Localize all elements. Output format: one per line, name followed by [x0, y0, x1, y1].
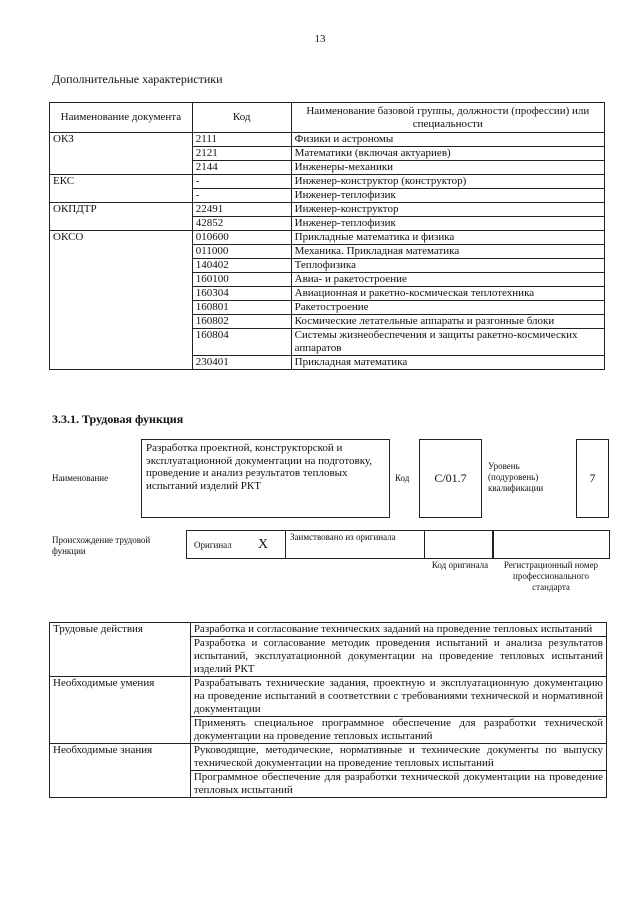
- name-cell: Инженер-конструктор (конструктор): [291, 175, 604, 189]
- code-cell: 011000: [192, 245, 291, 259]
- code-cell: 160304: [192, 287, 291, 301]
- reg-number-label: Регистрационный номер профессионального стандарта: [503, 560, 599, 592]
- table-row: [50, 677, 607, 717]
- code-original-label: Код оригинала: [431, 560, 489, 570]
- name-cell: Инженер-конструктор: [291, 203, 604, 217]
- original-mark: X: [258, 537, 269, 552]
- name-cell: Ракетостроение: [291, 301, 604, 315]
- table-row: [50, 133, 605, 147]
- code-cell: 140402: [192, 259, 291, 273]
- item-cell: Руководящие, методические, нормативные и технические документы по выпуску технической документации на проведение тепловых испытаний: [190, 744, 606, 771]
- item-cell: Разработка и согласование технических заданий на проведение тепловых испытаний: [190, 623, 606, 637]
- origin-label: Происхождение трудовой функции: [52, 535, 151, 556]
- category-cell: Необходимые знания: [50, 744, 191, 798]
- name-cell: Космические летательные аппараты и разгонные блоки: [291, 315, 604, 329]
- code-cell: 160801: [192, 301, 291, 315]
- function-code-label: Код: [395, 473, 410, 483]
- function-name-label: Наименование: [52, 473, 109, 483]
- code-cell: 010600: [192, 231, 291, 245]
- original-label: Оригинал: [194, 540, 232, 550]
- table-row: [50, 203, 605, 217]
- item-cell: Программное обеспечение для разработки технической документации на проведение тепловых испытаний: [190, 771, 606, 798]
- doc-cell: ОКСО: [50, 231, 193, 370]
- function-level-label: Уровень (подуровень) квалификации: [488, 461, 544, 493]
- name-cell: Прикладные математика и физика: [291, 231, 604, 245]
- table-row: [50, 744, 607, 771]
- code-cell: -: [192, 189, 291, 203]
- code-cell: 160804: [192, 329, 291, 356]
- table-row: [50, 231, 605, 245]
- name-cell: Инженер-теплофизик: [291, 189, 604, 203]
- code-cell: 2144: [192, 161, 291, 175]
- table-row: [50, 175, 605, 189]
- table-row: [50, 623, 607, 637]
- doc-cell: ОКПДТР: [50, 203, 193, 231]
- doc-cell: ОКЗ: [50, 133, 193, 175]
- doc-cell: ЕКС: [50, 175, 193, 203]
- name-cell: Математики (включая актуариев): [291, 147, 604, 161]
- category-cell: Необходимые умения: [50, 677, 191, 744]
- name-cell: Теплофизика: [291, 259, 604, 273]
- function-name-box: [141, 439, 390, 518]
- name-cell: Физики и астрономы: [291, 133, 604, 147]
- name-cell: Инженеры-механики: [291, 161, 604, 175]
- name-cell: Авиа- и ракетостроение: [291, 273, 604, 287]
- code-cell: 22491: [192, 203, 291, 217]
- function-heading: 3.3.1. Трудовая функция: [52, 412, 184, 426]
- code-cell: 42852: [192, 217, 291, 231]
- function-code-box: [419, 439, 482, 518]
- origin-divider-2: [492, 530, 494, 559]
- code-cell: 160802: [192, 315, 291, 329]
- code-cell: 2121: [192, 147, 291, 161]
- borrowed-label: Заимствовано из оригинала: [290, 532, 396, 542]
- details-table: [49, 622, 607, 798]
- code-cell: -: [192, 175, 291, 189]
- item-cell: Разрабатывать технические задания, проектную и эксплуатационную документацию на проведение испытаний в соответствии с требованиями технической и нормативной документации: [190, 677, 606, 717]
- header-doc: Наименование документа: [50, 103, 193, 133]
- category-cell: Трудовые действия: [50, 623, 191, 677]
- name-cell: Инженер-теплофизик: [291, 217, 604, 231]
- function-level-box: [576, 439, 609, 518]
- function-name-value: Разработка проектной, конструкторской и эксплуатационной документации на подготовку, проведение и анализ результатов тепловых испытаний изделий РКТ: [146, 442, 373, 492]
- additional-title: Дополнительные характеристики: [52, 72, 223, 86]
- code-cell: 230401: [192, 356, 291, 370]
- code-cell: 2111: [192, 133, 291, 147]
- header-name: Наименование базовой группы, должности (профессии) или специальности: [291, 103, 604, 133]
- function-code-value: С/01.7: [434, 471, 467, 485]
- item-cell: Применять специальное программное обеспечение для разработки технической документации на проведение тепловых испытаний: [190, 717, 606, 744]
- item-cell: Разработка и согласование методик проведения испытаний и анализа результатов испытаний, эксплуатационной документации на проведение тепловых испытаний изделий РКТ: [190, 637, 606, 677]
- code-cell: 160100: [192, 273, 291, 287]
- name-cell: Прикладная математика: [291, 356, 604, 370]
- page-number: 13: [314, 33, 326, 45]
- name-cell: Механика. Прикладная математика: [291, 245, 604, 259]
- name-cell: Системы жизнеобеспечения и защиты ракетно-космических аппаратов: [291, 329, 604, 356]
- function-level-value: 7: [589, 471, 596, 485]
- name-cell: Авиационная и ракетно-космическая теплотехника: [291, 287, 604, 301]
- additional-table: [49, 102, 605, 370]
- header-code: Код: [192, 103, 291, 133]
